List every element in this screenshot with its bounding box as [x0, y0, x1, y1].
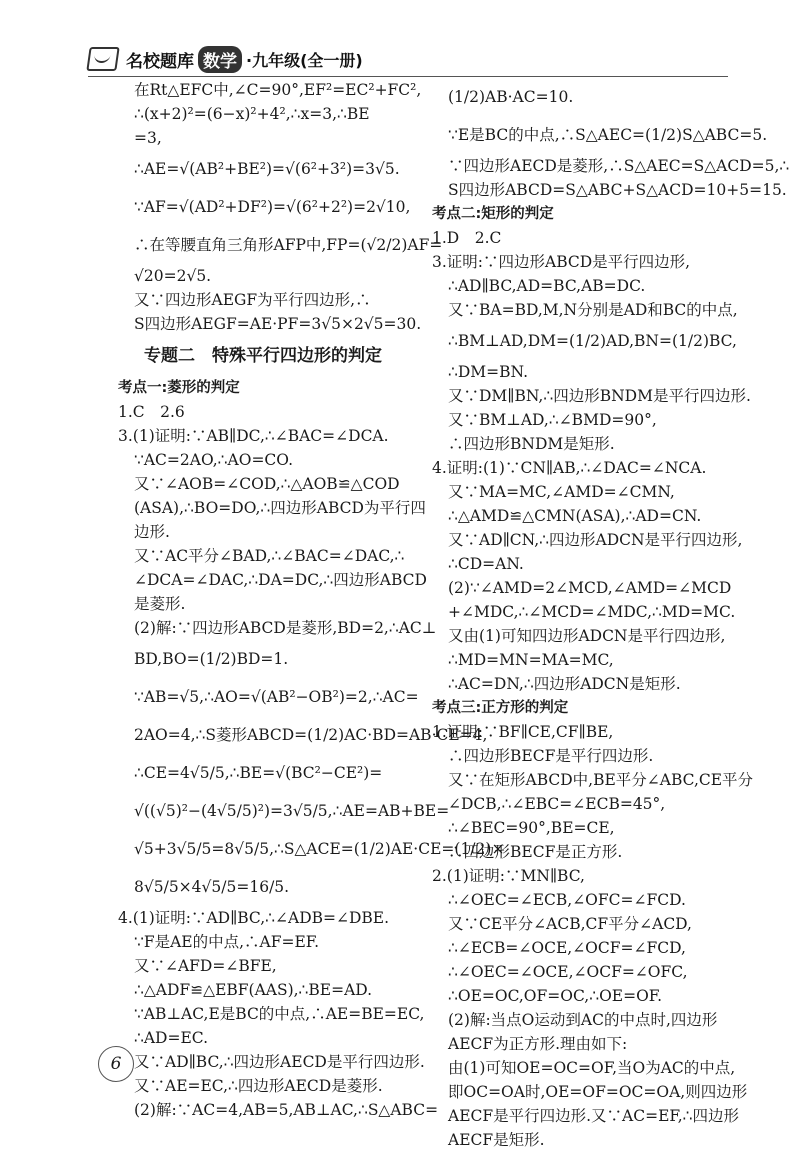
text-line: (2)解:∵四边形ABCD是菱形,BD=2,∴AC⊥	[134, 619, 437, 637]
text-line: S四边形AEGF=AE·PF=3√5×2√5=30.	[134, 315, 422, 333]
text-line: 又∵AC平分∠BAD,∴∠BAC=∠DAC,∴	[134, 547, 405, 565]
topic-heading: 考点二:矩形的判定	[432, 206, 554, 222]
text-line: 又∵BM⊥AD,∴∠BMD=90°,	[448, 411, 657, 429]
text-line: ∴∠ECB=∠OCE,∠OCF=∠FCD,	[448, 939, 686, 957]
text-line: 2AO=4,∴S菱形ABCD=(1/2)AC·BD=AB·CE=4,	[134, 726, 488, 744]
text-line: BD,BO=(1/2)BD=1.	[134, 650, 289, 668]
text-line: 又∵AE=EC,∴四边形AECD是菱形.	[134, 1077, 383, 1095]
text-line: 又∵∠AFD=∠BFE,	[134, 957, 277, 975]
text-line: ∴∠BEC=90°,BE=CE,	[448, 819, 615, 837]
text-line: 3.(1)证明:∵AB∥DC,∴∠BAC=∠DCA.	[118, 427, 389, 445]
text-line: (2)解:当点O运动到AC的中点时,四边形	[448, 1011, 718, 1029]
page-number: 6	[98, 1046, 134, 1082]
text-line: ∴AC=DN,∴四边形ADCN是矩形.	[448, 675, 681, 693]
text-line: ∴AE=√(AB²+BE²)=√(6²+3²)=3√5.	[134, 160, 400, 178]
text-line: (2)解:∵AC=4,AB=5,AB⊥AC,∴S△ABC=	[134, 1101, 439, 1119]
text-line: 又∵四边形AEGF为平行四边形,∴	[134, 291, 371, 309]
text-line: ∴CD=AN.	[448, 555, 524, 573]
text-line: 边形.	[134, 523, 170, 541]
text-line: √5+3√5/5=8√5/5,∴S△ACE=(1/2)AE·CE=(1/2)×	[134, 840, 505, 858]
text-line: ∴四边形BNDM是矩形.	[448, 435, 615, 453]
topic-heading: 考点三:正方形的判定	[432, 700, 569, 716]
page-header	[88, 44, 363, 74]
text-line: ∴DM=BN.	[448, 363, 529, 381]
text-line: (ASA),∴BO=DO,∴四边形ABCD为平行四	[134, 499, 426, 517]
text-line: AECF为正方形.理由如下:	[448, 1035, 628, 1053]
text-line: ∴四边形BECF是平行四边形.	[448, 747, 654, 765]
subject-badge: 数学	[198, 46, 242, 73]
text-line: ∴CE=4√5/5,∴BE=√(BC²−CE²)=	[134, 764, 383, 782]
text-line: ∵四边形AECD是菱形,∴S△AEC=S△ACD=5,∴	[448, 157, 790, 175]
text-line: 又∵MA=MC,∠AMD=∠CMN,	[448, 483, 675, 501]
text-line: ∴AD∥BC,AD=BC,AB=DC.	[448, 277, 646, 295]
text-line: √20=2√5.	[134, 267, 212, 285]
text-line: ∴MD=MN=MA=MC,	[448, 651, 614, 669]
text-line: 又由(1)可知四边形ADCN是平行四边形,	[448, 627, 726, 645]
text-line: 又∵DM∥BN,∴四边形BNDM是平行四边形.	[448, 387, 751, 405]
text-line: 又∵AD∥BC,∴四边形AECD是平行四边形.	[134, 1053, 425, 1071]
text-line: 2.(1)证明:∵MN∥BC,	[432, 867, 585, 885]
text-line: 是菱形.	[134, 595, 186, 613]
text-line: ∵AF=√(AD²+DF²)=√(6²+2²)=2√10,	[134, 198, 411, 216]
text-line: (1/2)AB·AC=10.	[448, 88, 574, 106]
text-line: ∵F是AE的中点,∴AF=EF.	[134, 933, 320, 951]
text-line: AECF是矩形.	[448, 1131, 545, 1149]
header-divider	[88, 76, 728, 77]
text-line: =3,	[134, 129, 162, 147]
text-line: 由(1)可知OE=OC=OF,当O为AC的中点,	[448, 1059, 736, 1077]
text-line: 在Rt△EFC中,∠C=90°,EF²=EC²+FC²,	[134, 81, 422, 99]
text-line: ∴四边形BECF是正方形.	[448, 843, 623, 861]
text-line: 4.(1)证明:∵AD∥BC,∴∠ADB=∠DBE.	[118, 909, 390, 927]
right-column	[432, 78, 790, 1152]
brand-name: 名校题库	[126, 51, 194, 72]
text-line: ∴在等腰直角三角形AFP中,FP=(√2/2)AF=	[134, 236, 443, 254]
book-logo-icon	[86, 47, 119, 71]
grade-label: ·九年级(全一册)	[246, 50, 363, 70]
text-line: ∴BM⊥AD,DM=(1/2)AD,BN=(1/2)BC,	[448, 332, 737, 350]
text-line: 又∵AD∥CN,∴四边形ADCN是平行四边形,	[448, 531, 743, 549]
text-line: S四边形ABCD=S△ABC+S△ACD=10+5=15.	[448, 181, 787, 199]
text-line: ∵AB=√5,∴AO=√(AB²−OB²)=2,∴AC=	[134, 688, 419, 706]
text-line: 又∵∠AOB=∠COD,∴△AOB≌△COD	[134, 475, 400, 493]
text-line: ∴AD=EC.	[134, 1029, 209, 1047]
text-line: ∴(x+2)²=(6−x)²+4²,∴x=3,∴BE	[134, 105, 370, 123]
text-line: 1.C 2.6	[118, 403, 185, 421]
text-line: AECF是平行四边形.又∵AC=EF,∴四边形	[448, 1107, 740, 1125]
text-line: 8√5/5×4√5/5=16/5.	[134, 878, 290, 896]
text-line: 又∵BA=BD,M,N分别是AD和BC的中点,	[448, 301, 738, 319]
text-line: 又∵在矩形ABCD中,BE平分∠ABC,CE平分	[448, 771, 754, 789]
text-line: √((√5)²−(4√5/5)²)=3√5/5,∴AE=AB+BE=	[134, 802, 450, 820]
text-line: 1.证明:∵BF∥CE,CF∥BE,	[432, 723, 614, 741]
text-line: ∵AB⊥AC,E是BC的中点,∴AE=BE=EC,	[134, 1005, 425, 1023]
text-line: ∠DCB,∴∠EBC=∠ECB=45°,	[448, 795, 666, 813]
text-line: 即OC=OA时,OE=OF=OC=OA,则四边形	[448, 1083, 748, 1101]
text-line: ∴△AMD≌△CMN(ASA),∴AD=CN.	[448, 507, 702, 525]
text-line: 1.D 2.C	[432, 229, 502, 247]
text-line: ∴△ADF≌△EBF(AAS),∴BE=AD.	[134, 981, 373, 999]
section-title: 专题二 特殊平行四边形的判定	[144, 346, 382, 366]
text-line: 4.证明:(1)∵CN∥AB,∴∠DAC=∠NCA.	[432, 459, 707, 477]
text-line: ∴OE=OC,OF=OC,∴OE=OF.	[448, 987, 663, 1005]
text-line: ∵AC=2AO,∴AO=CO.	[134, 451, 294, 469]
text-line: ∴∠OEC=∠ECB,∠OFC=∠FCD.	[448, 891, 686, 909]
text-line: (2)∵∠AMD=2∠MCD,∠AMD=∠MCD	[448, 579, 732, 597]
text-line: +∠MDC,∴∠MCD=∠MDC,∴MD=MC.	[448, 603, 736, 621]
text-line: ∵E是BC的中点,∴S△AEC=(1/2)S△ABC=5.	[448, 126, 768, 144]
text-line: 3.证明:∵四边形ABCD是平行四边形,	[432, 253, 691, 271]
text-line: 又∵CE平分∠ACB,CF平分∠ACD,	[448, 915, 692, 933]
topic-heading: 考点一:菱形的判定	[118, 380, 240, 396]
text-line: ∠DCA=∠DAC,∴DA=DC,∴四边形ABCD	[134, 571, 427, 589]
text-line: ∴∠OEC=∠OCE,∠OCF=∠OFC,	[448, 963, 688, 981]
